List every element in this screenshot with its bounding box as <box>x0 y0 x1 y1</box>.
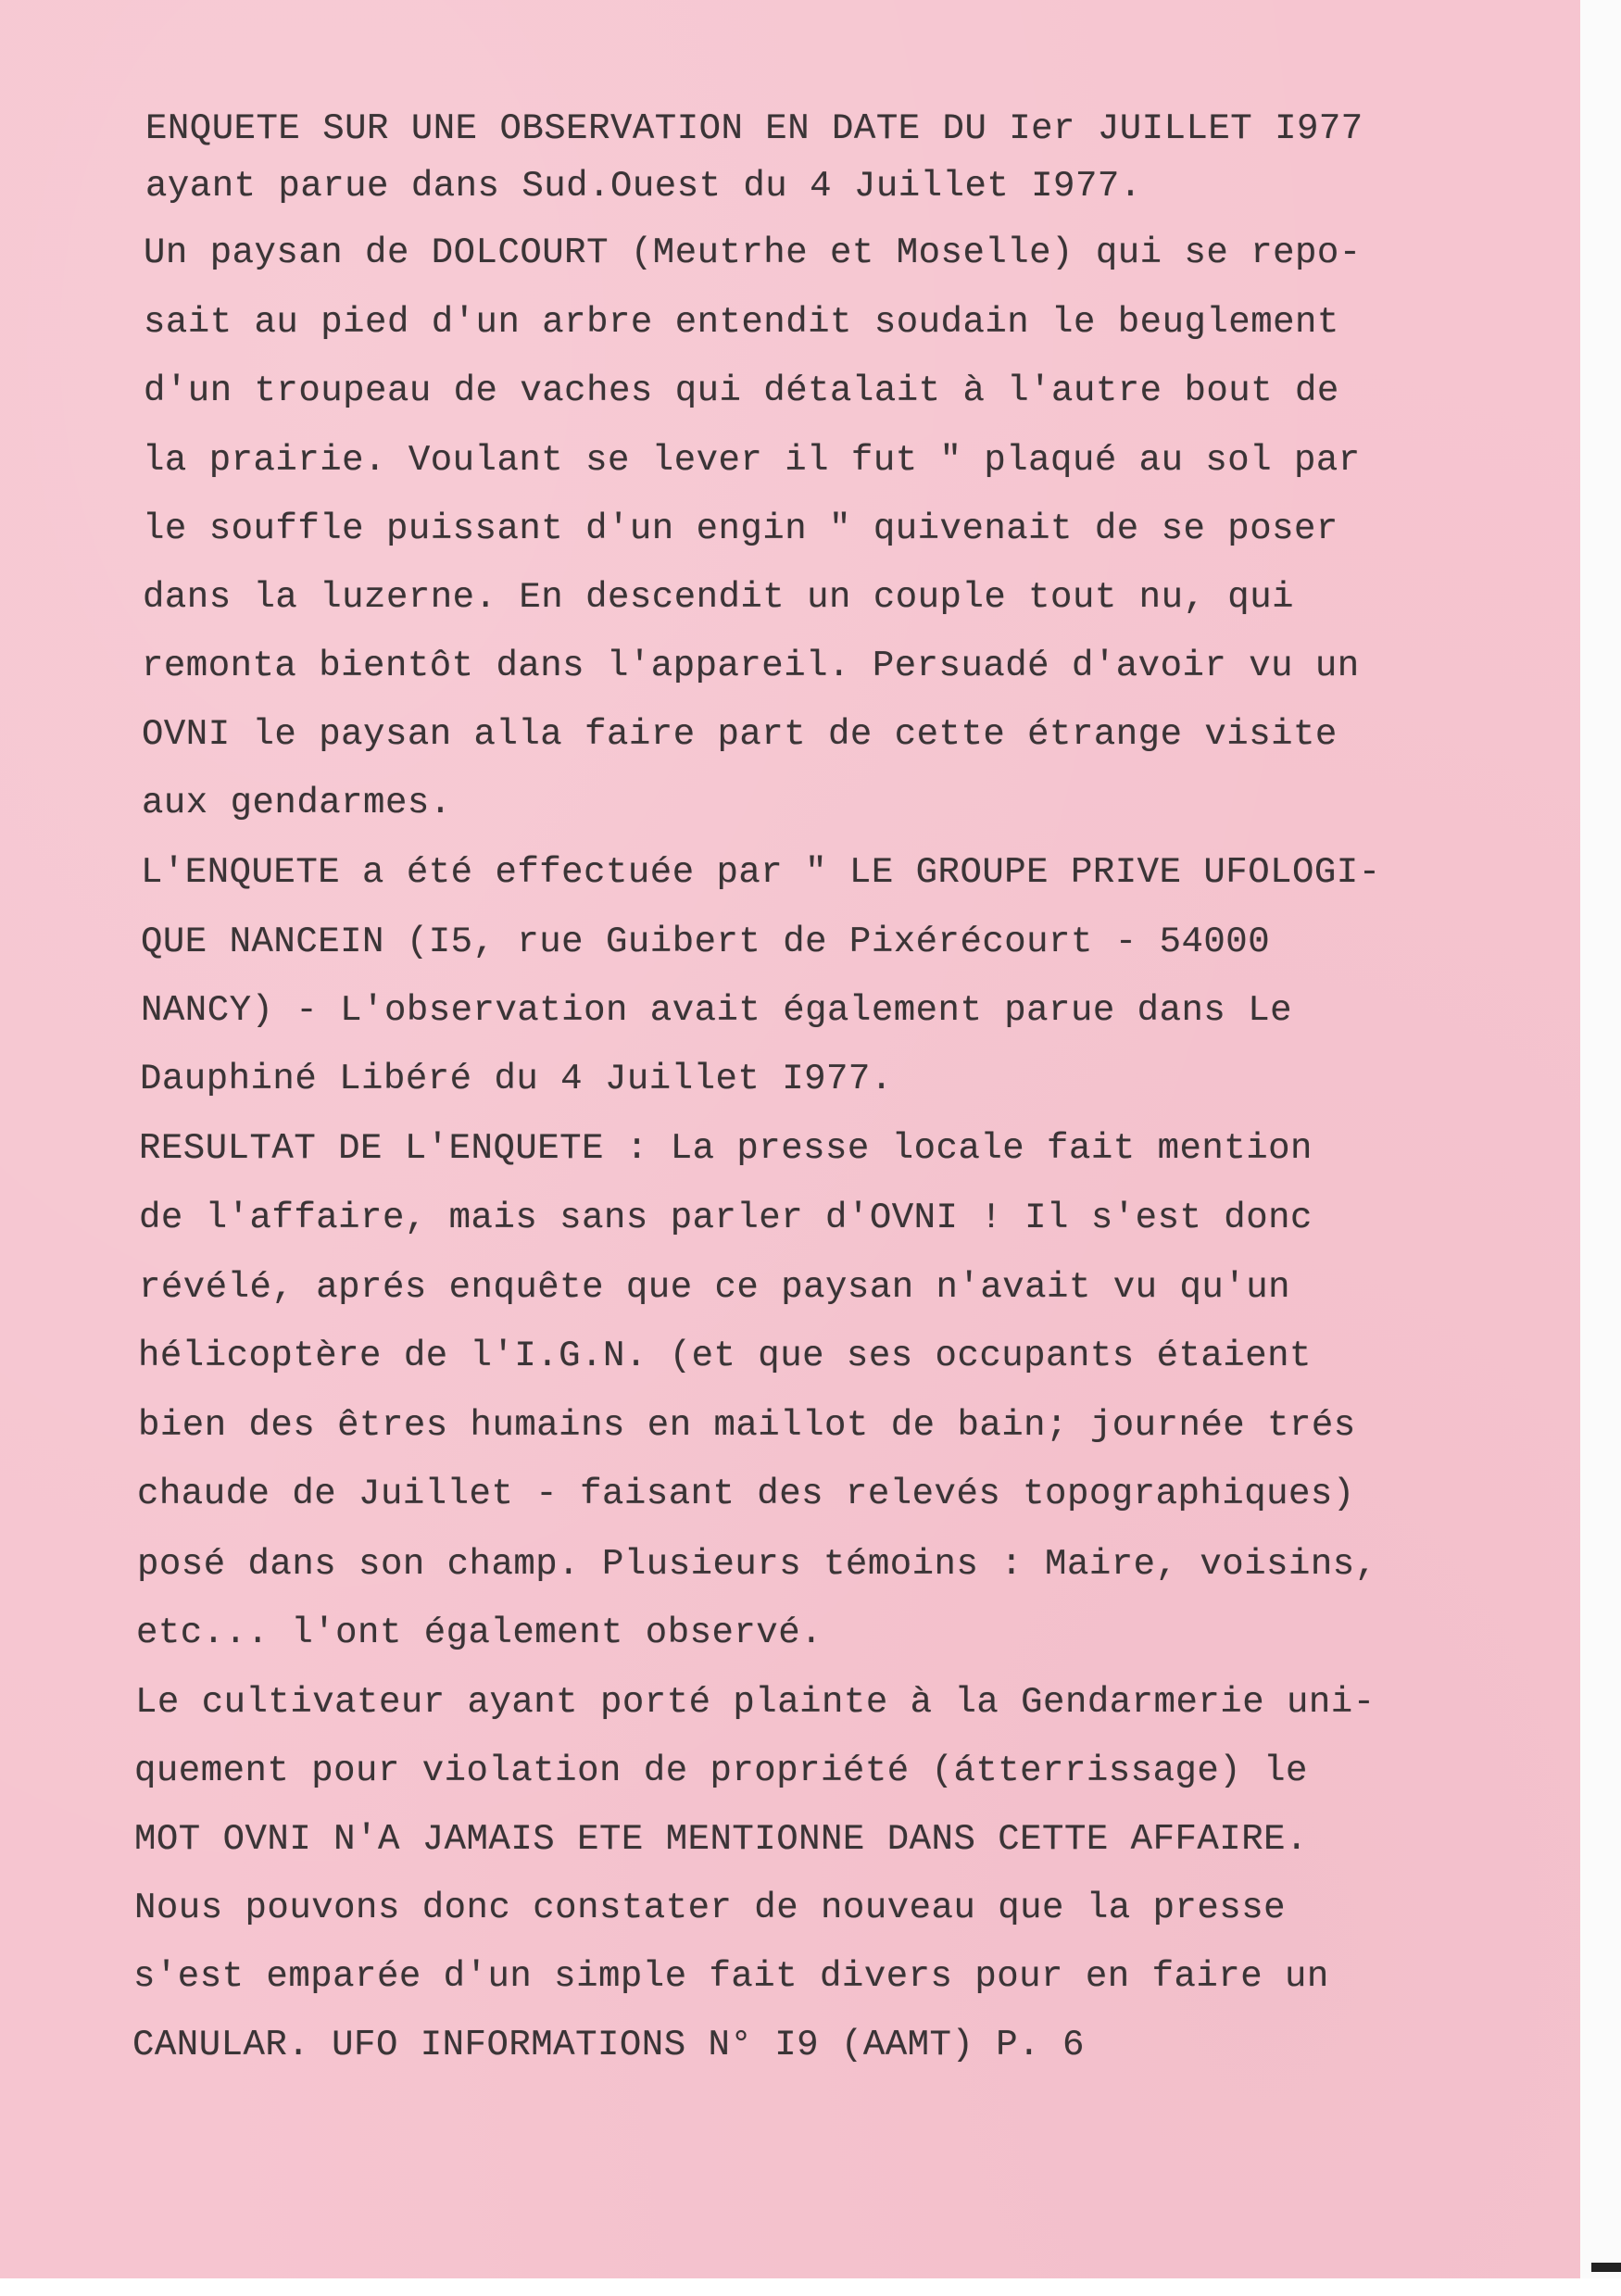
text-line: révélé, aprés enquête que ce paysan n'avait vu qu'un <box>139 1267 1290 1308</box>
text-line: RESULTAT DE L'ENQUETE : La presse locale fait mention <box>139 1128 1313 1169</box>
text-line: NANCY) - L'observation avait également parue dans Le <box>141 990 1292 1031</box>
text-line: MOT OVNI N'A JAMAIS ETE MENTIONNE DANS CETTE AFFAIRE. <box>134 1819 1308 1860</box>
text-line: L'ENQUETE a été effectuée par " LE GROUPE PRIVE UFOLOGI- <box>141 852 1381 893</box>
text-line: bien des êtres humains en maillot de bain; journée trés <box>138 1405 1356 1446</box>
text-line: aux gendarmes. <box>142 783 452 823</box>
text-line: Dauphiné Libéré du 4 Juillet I977. <box>140 1059 893 1099</box>
text-line: chaude de Juillet - faisant des relevés topographiques) <box>137 1474 1355 1514</box>
text-line: s'est emparée d'un simple fait divers pour en faire un <box>133 1956 1329 1997</box>
text-line: dans la luzerne. En descendit un couple tout nu, qui <box>143 577 1294 618</box>
text-line: sait au pied d'un arbre entendit soudain le beuglement <box>144 302 1339 343</box>
text-line: quement pour violation de propriété (átterrissage) le <box>134 1750 1308 1791</box>
text-line: ENQUETE SUR UNE OBSERVATION EN DATE DU Ier JUILLET I977 <box>145 108 1363 149</box>
text-line: hélicoptère de l'I.G.N. (et que ses occupants étaient <box>138 1336 1312 1376</box>
text-line: CANULAR. UFO INFORMATIONS N° I9 (AAMT) P. 6 <box>132 2025 1085 2065</box>
text-line: Nous pouvons donc constater de nouveau que la presse <box>134 1888 1286 1928</box>
text-line: posé dans son champ. Plusieurs témoins : Maire, voisins, <box>137 1544 1377 1585</box>
text-line: de l'affaire, mais sans parler d'OVNI ! Il s'est donc <box>139 1198 1313 1238</box>
text-line: d'un troupeau de vaches qui détalait à l'autre bout de <box>144 370 1339 411</box>
text-line: la prairie. Voulant se lever il fut " plaqué au sol par <box>143 440 1361 481</box>
text-line: etc... l'ont également observé. <box>136 1612 823 1653</box>
text-line: Le cultivateur ayant porté plainte à la Gendarmerie uni- <box>135 1682 1376 1723</box>
text-line: QUE NANCEIN (I5, rue Guibert de Pixérécourt - 54000 <box>141 922 1271 962</box>
text-line: Un paysan de DOLCOURT (Meutrhe et Moselle) qui se repo- <box>144 232 1362 273</box>
scan-margin-right <box>1580 0 1621 2296</box>
text-line: ayant parue dans Sud.Ouest du 4 Juillet I977. <box>145 166 1142 207</box>
scan-corner-mark <box>1591 2263 1621 2272</box>
text-line: OVNI le paysan alla faire part de cette étrange visite <box>142 714 1338 755</box>
text-line: le souffle puissant d'un engin " quivenait de se poser <box>143 508 1338 549</box>
text-line: remonta bientôt dans l'appareil. Persuadé d'avoir vu un <box>142 646 1360 686</box>
